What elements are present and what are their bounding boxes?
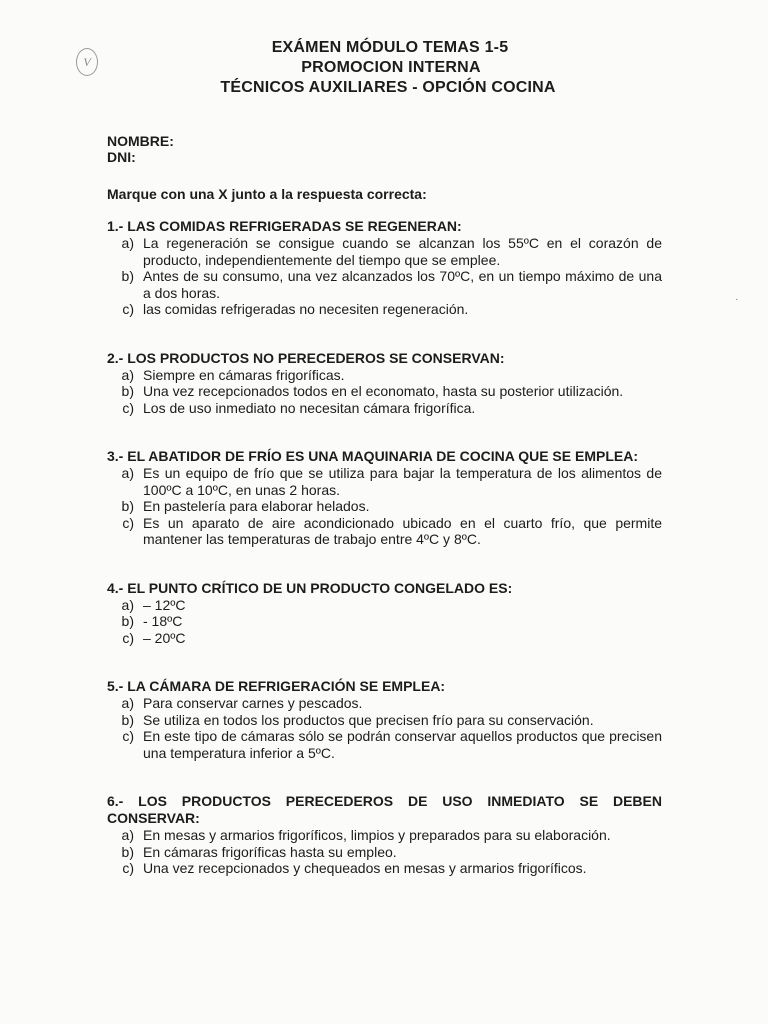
option-text: Los de uso inmediato no necesitan cámara frigorífica. bbox=[143, 399, 476, 416]
answer-option-a[interactable] bbox=[107, 597, 662, 614]
answer-option-a[interactable] bbox=[107, 235, 662, 268]
option-text: Siempre en cámaras frigoríficas. bbox=[143, 366, 345, 383]
answer-option-b[interactable] bbox=[107, 844, 662, 861]
option-letter: c) bbox=[122, 629, 134, 646]
answer-option-b[interactable] bbox=[107, 712, 662, 729]
question-title: 2.- LOS PRODUCTOS NO PERECEDEROS SE CONSERVAN: bbox=[107, 349, 505, 366]
answer-option-b[interactable] bbox=[107, 383, 662, 400]
option-letter: c) bbox=[122, 860, 134, 876]
exam-title: EXÁMEN MÓDULO TEMAS 1-5 bbox=[271, 39, 509, 56]
answer-options bbox=[107, 235, 662, 318]
option-text: En cámaras frigoríficas hasta su empleo. bbox=[143, 843, 397, 860]
question-2 bbox=[107, 350, 662, 417]
option-text: – 12ºC bbox=[143, 596, 186, 613]
option-text: las comidas refrigeradas no necesiten regeneración. bbox=[143, 301, 469, 317]
option-letter: b) bbox=[121, 268, 134, 284]
question-title: 3.- EL ABATIDOR DE FRÍO ES UNA MAQUINARIA DE COCINA QUE SE EMPLEA: bbox=[107, 448, 638, 464]
question-title: 4.- EL PUNTO CRÍTICO DE UN PRODUCTO CONGELADO ES: bbox=[107, 579, 513, 596]
option-text: – 20ºC bbox=[143, 629, 186, 646]
question-title: 6.- LOS PRODUCTOS PERECEDEROS DE USO INMEDIATO SE DEBEN CONSERVAR: bbox=[107, 793, 662, 826]
nombre-field-label: NOMBRE: bbox=[107, 133, 174, 149]
instruction-text: Marque con una X junto a la respuesta correcta: bbox=[107, 186, 427, 202]
answer-option-a[interactable] bbox=[107, 695, 662, 712]
answer-option-b[interactable] bbox=[107, 498, 662, 515]
question-5 bbox=[107, 678, 662, 761]
scan-speck: · bbox=[735, 294, 739, 305]
option-text: - 18ºC bbox=[143, 613, 183, 629]
question-6 bbox=[107, 793, 662, 877]
question-4 bbox=[107, 580, 662, 647]
option-letter: c) bbox=[122, 301, 134, 317]
option-letter: b) bbox=[121, 613, 134, 629]
option-text: Una vez recepcionados y chequeados en mesas y armarios frigoríficos. bbox=[143, 860, 587, 876]
option-text: En este tipo de cámaras sólo se podrán conservar aquellos productos que precisen una temperatura inferior a 5ºC. bbox=[143, 728, 662, 761]
exam-content bbox=[107, 133, 662, 877]
option-text: Se utiliza en todos los productos que precisen frío para su conservación. bbox=[143, 711, 594, 728]
option-letter: b) bbox=[121, 498, 134, 514]
option-letter: a) bbox=[121, 465, 134, 481]
answer-options bbox=[107, 367, 662, 417]
handwritten-page-mark: V bbox=[76, 48, 98, 76]
option-text: Es un aparato de aire acondicionado ubicado en el cuarto frío, que permite mantener las temperaturas de trabajo entre 4ºC y 8ºC. bbox=[143, 514, 662, 547]
option-letter: a) bbox=[121, 366, 134, 383]
answer-option-a[interactable] bbox=[107, 827, 662, 844]
option-letter: c) bbox=[122, 514, 134, 531]
option-text: Antes de su consumo, una vez alcanzados los 70ºC, en un tiempo máximo de una a dos horas. bbox=[143, 268, 662, 301]
answer-option-c[interactable] bbox=[107, 728, 662, 761]
option-letter: a) bbox=[121, 596, 134, 613]
option-text: Para conservar carnes y pescados. bbox=[143, 695, 363, 711]
question-title: 5.- LA CÁMARA DE REFRIGERACIÓN SE EMPLEA: bbox=[107, 678, 446, 694]
dni-field-label: DNI: bbox=[107, 149, 136, 165]
option-text: En mesas y armarios frigoríficos, limpios y preparados para su elaboración. bbox=[143, 827, 611, 843]
exam-subtitle: PROMOCION INTERNA bbox=[301, 59, 481, 76]
answer-option-c[interactable] bbox=[107, 860, 662, 877]
option-letter: b) bbox=[121, 711, 134, 728]
exam-category: TÉCNICOS AUXILIARES - OPCIÓN COCINA bbox=[220, 79, 556, 96]
option-letter: c) bbox=[122, 728, 134, 744]
option-letter: b) bbox=[121, 383, 134, 399]
answer-option-a[interactable] bbox=[107, 465, 662, 498]
option-text: Es un equipo de frío que se utiliza para bajar la temperatura de los alimentos de 100ºC a 10ºC, en unas 2 horas. bbox=[143, 465, 662, 498]
question-3 bbox=[107, 448, 662, 548]
option-letter: a) bbox=[121, 827, 134, 843]
answer-options bbox=[107, 597, 662, 647]
answer-options bbox=[107, 827, 662, 877]
answer-options bbox=[107, 465, 662, 548]
option-text: En pastelería para elaborar helados. bbox=[143, 498, 370, 514]
option-letter: b) bbox=[121, 843, 134, 860]
answer-option-a[interactable] bbox=[107, 367, 662, 384]
option-letter: c) bbox=[122, 399, 134, 416]
answer-option-c[interactable] bbox=[107, 400, 662, 417]
answer-option-b[interactable] bbox=[107, 268, 662, 301]
option-text: La regeneración se consigue cuando se alcanzan los 55ºC en el corazón de producto, independientemente del tiempo que se emplee. bbox=[143, 235, 662, 268]
option-letter: a) bbox=[121, 695, 134, 711]
answer-option-c[interactable] bbox=[107, 515, 662, 548]
option-letter: a) bbox=[121, 235, 134, 251]
option-text: Una vez recepcionados todos en el economato, hasta su posterior utilización. bbox=[143, 383, 624, 399]
question-1 bbox=[107, 218, 662, 318]
answer-option-b[interactable] bbox=[107, 613, 662, 630]
exam-header bbox=[0, 38, 768, 98]
answer-option-c[interactable] bbox=[107, 630, 662, 647]
answer-options bbox=[107, 695, 662, 761]
question-title: 1.- LAS COMIDAS REFRIGERADAS SE REGENERAN: bbox=[107, 218, 462, 234]
answer-option-c[interactable] bbox=[107, 301, 662, 318]
